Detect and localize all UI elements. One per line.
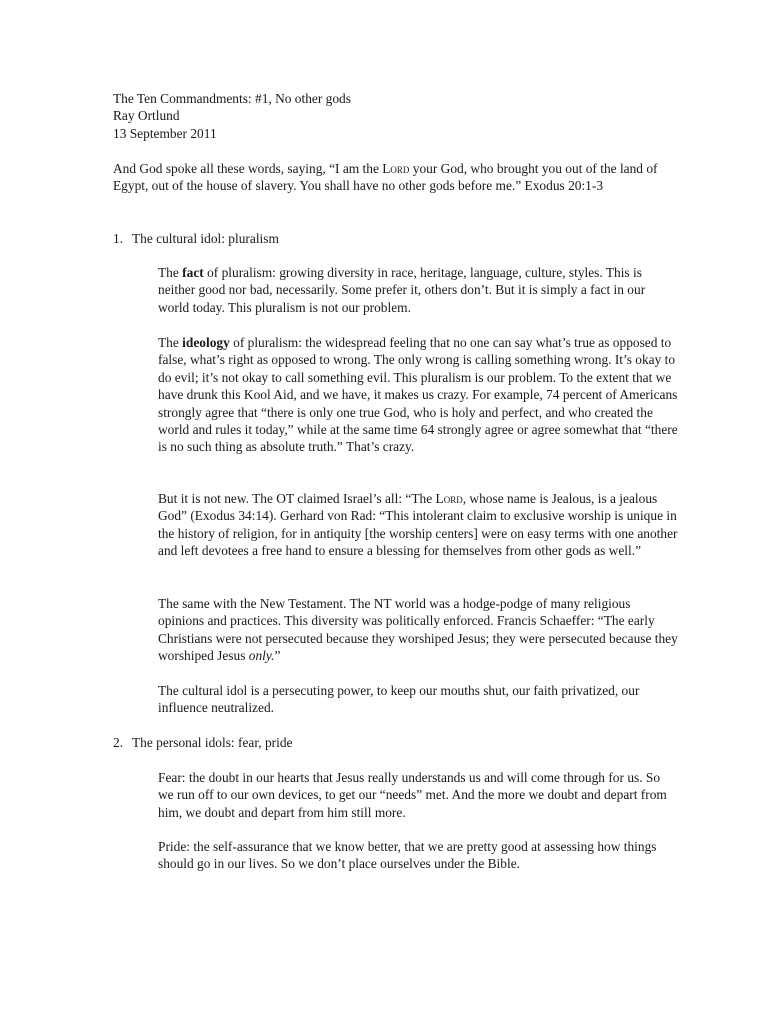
section-2-number: 2. xyxy=(113,735,124,750)
document-header xyxy=(113,90,673,142)
fear-paragraph: Fear: the doubt in our hearts that Jesus really understands us and will come through for us. So we run off to our own devices, to get our “needs” met. And the more we doubt and depart from him, we doubt and depart from him still more. xyxy=(158,770,667,820)
lord-small-caps: Lord xyxy=(435,491,463,506)
ideology-term: ideology xyxy=(182,335,230,350)
document-title: The Ten Commandments: #1, No other gods xyxy=(113,91,351,106)
section-1-heading xyxy=(113,230,673,247)
new-testament-paragraph: The same with the New Testament. The NT world was a hodge-podge of many religious opinions and practices. This diversity was politically enforced. Francis Schaeffer: “The early Christians were not persecuted because they worshiped Jesus; they were persecuted because they worshiped Jesus only.” xyxy=(158,596,678,664)
section-1-number: 1. xyxy=(113,231,124,246)
only-emphasis: only. xyxy=(248,648,275,664)
ideology-paragraph: The ideology of pluralism: the widespread feeling that no one can say what’s true as opposed to false, what’s right as opposed to wrong. The only wrong is calling something wrong. It’s okay to do evil; it’s not okay to call something evil. This pluralism is our problem. To the extent that we have drunk this Kool Aid, and we have, it makes us crazy. For example, 74 percent of Americans strongly agree that “there is only one true God, who is holy and perfect, and who created the world and rules it today,” while at the same time 64 strongly agree or agree somewhat that “there is no such thing as absolute truth.” That’s crazy. xyxy=(158,335,678,455)
lord-small-caps: Lord xyxy=(382,161,410,176)
persecuting-paragraph: The cultural idol is a persecuting power, to keep our mouths shut, our faith privatized, our influence neutralized. xyxy=(158,683,640,716)
pride-paragraph: Pride: the self-assurance that we know better, that we are pretty good at assessing how things should go in our lives. So we don’t place ourselves under the Bible. xyxy=(158,839,657,872)
fact-paragraph: The fact of pluralism: growing diversity in race, heritage, language, culture, styles. This is neither good nor bad, necessarily. Some prefer it, others don’t. But it is simply a fact in our world today. This pluralism is not our problem. xyxy=(158,265,646,315)
section-2-heading xyxy=(113,734,673,751)
fact-term: fact xyxy=(182,265,204,280)
epigraph-paragraph: And God spoke all these words, saying, “I am the Lord your God, who brought you out of the land of Egypt, out of the house of slavery. You shall have no other gods before me.” Exodus 20:1-3 xyxy=(113,161,658,194)
document-author: Ray Ortlund xyxy=(113,108,180,124)
section-2-title: The personal idols: fear, pride xyxy=(132,735,293,750)
section-1-title: The cultural idol: pluralism xyxy=(132,231,279,246)
document-date: 13 September 2011 xyxy=(113,125,217,141)
not-new-paragraph: But it is not new. The OT claimed Israel’s all: “The Lord, whose name is Jealous, is a jealous God” (Exodus 34:14). Gerhard von Rad: “This intolerant claim to exclusive worship is unique in the history of religion, for in antiquity [the worship centers] were on easy terms with one another and left devotees a free hand to ensure a blessing for themselves from other gods as well.” xyxy=(158,491,678,559)
